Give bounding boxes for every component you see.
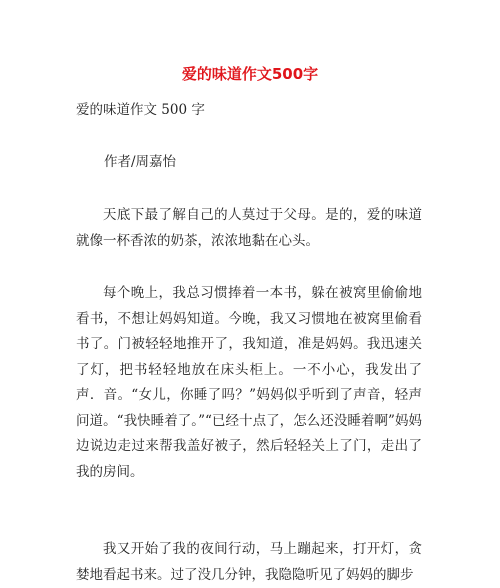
paragraph-2: 每个晚上，我总习惯捧着一本书，躲在被窝里偷偷地看书，不想让妈妈知道。今晚，我又习惯地在被窝里偷看书了。门被轻轻地推开了，我知道，准是妈妈。我迅速关了灯，把书轻轻地放在床头柜上。一不小心，我发出了声．音。“女儿，你睡了吗？”妈妈似乎听到了声音，轻声问道。“我快睡着了。”“已经十点了，怎么还没睡着啊”妈妈边说边走过来帮我盖好被子，然后轻轻关上了门，走出了我的房间。 [76,285,422,480]
paragraph-3: 我又开始了我的夜间行动，马上蹦起来，打开灯，贪婪地看起书来。过了没几分钟，我隐隐听见了妈妈的脚步 [76,541,422,583]
document-title: 爱的味道作文500字 [181,65,319,83]
document-subtitle: 爱的味道作文 500 字 [76,102,205,118]
paragraph-1: 天底下最了解自己的人莫过于父母。是的，爱的味道就像一杯香浓的奶茶，浓浓地黏在心头。 [76,207,422,249]
author-line: 作者/周嘉怡 [104,154,177,170]
